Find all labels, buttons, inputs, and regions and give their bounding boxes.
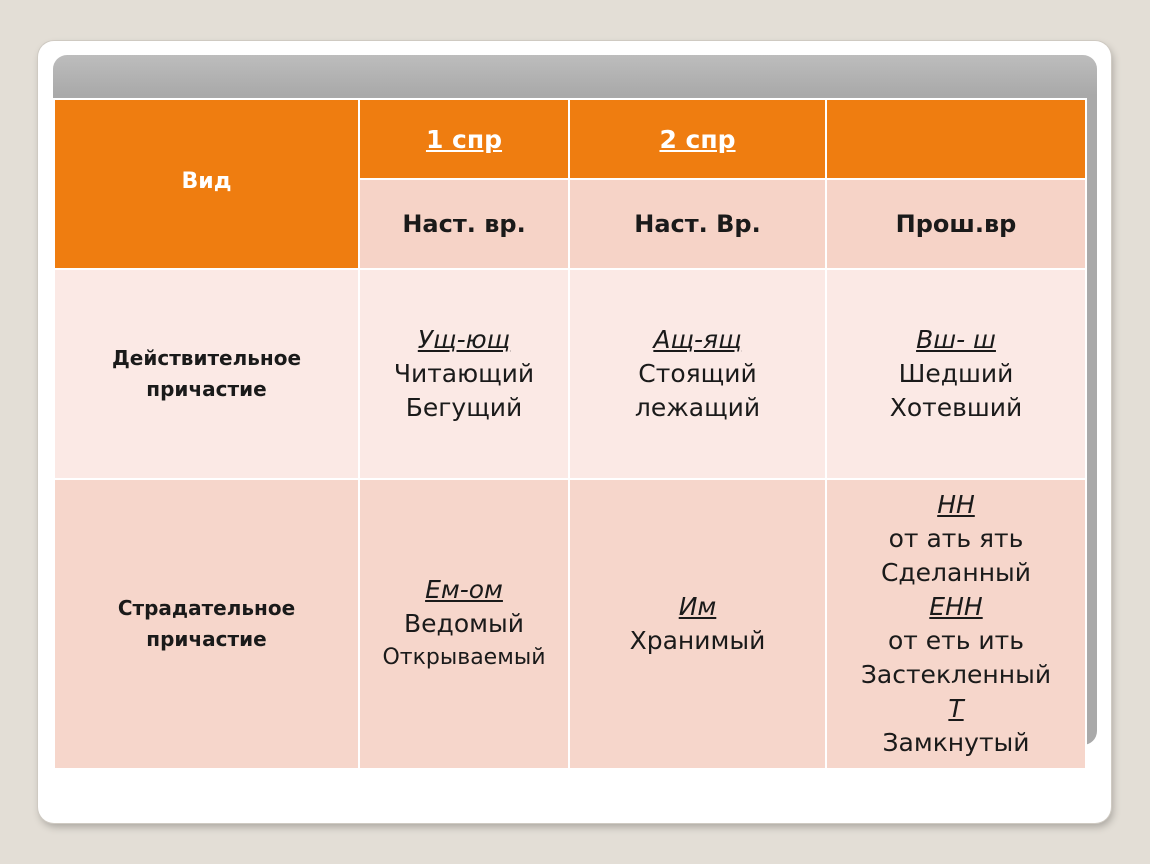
example-word: Шедший xyxy=(898,359,1014,388)
row-label-line1: Действительное xyxy=(111,346,302,370)
example-word: Читающий xyxy=(393,359,535,388)
header-conj-2 xyxy=(569,99,826,179)
suffix-note: от еть ить xyxy=(888,626,1024,655)
example-word: Ведомый xyxy=(404,609,524,638)
cell-active-conj2 xyxy=(569,269,826,479)
cell-passive-conj1 xyxy=(359,479,569,769)
cell-active-past xyxy=(826,269,1086,479)
header-vid: Вид xyxy=(54,99,359,269)
suffix: Вш- ш xyxy=(916,325,996,354)
suffix: Ем-ом xyxy=(425,575,503,604)
cell-passive-conj2 xyxy=(569,479,826,769)
header-conj-1 xyxy=(359,99,569,179)
suffix: ЕНН xyxy=(929,592,983,621)
row-label-line2: причастие xyxy=(146,627,267,651)
example-word: Застекленный xyxy=(860,660,1052,689)
cell-passive-past xyxy=(826,479,1086,769)
cell-active-conj1 xyxy=(359,269,569,479)
row-label-passive xyxy=(54,479,359,769)
row-label-line1: Страдательное xyxy=(117,596,296,620)
row-label-line2: причастие xyxy=(146,377,267,401)
header-tense-2: Наст. Вр. xyxy=(569,179,826,269)
suffix: НН xyxy=(937,490,975,519)
example-word: Хранимый xyxy=(629,626,766,655)
header-tense-3: Прош.вр xyxy=(826,179,1086,269)
example-word: Открываемый xyxy=(382,645,546,670)
example-word: Бегущий xyxy=(405,393,523,422)
conj-1-label: 1 спр xyxy=(425,124,503,154)
suffix: Ащ-ящ xyxy=(653,325,742,354)
example-word: Замкнутый xyxy=(882,728,1030,757)
example-word: Хотевший xyxy=(889,393,1023,422)
example-word: Сделанный xyxy=(880,558,1032,587)
header-conj-empty xyxy=(826,99,1086,179)
suffix: Им xyxy=(678,592,717,621)
example-word: лежащий xyxy=(634,393,761,422)
conj-2-label: 2 спр xyxy=(659,124,736,154)
example-word: Стоящий xyxy=(638,359,757,388)
header-tense-1: Наст. вр. xyxy=(359,179,569,269)
suffix: Т xyxy=(948,694,964,723)
participle-table xyxy=(53,98,1087,770)
suffix: Ущ-ющ xyxy=(417,325,511,354)
suffix-note: от ать ять xyxy=(888,524,1024,553)
row-label-active xyxy=(54,269,359,479)
